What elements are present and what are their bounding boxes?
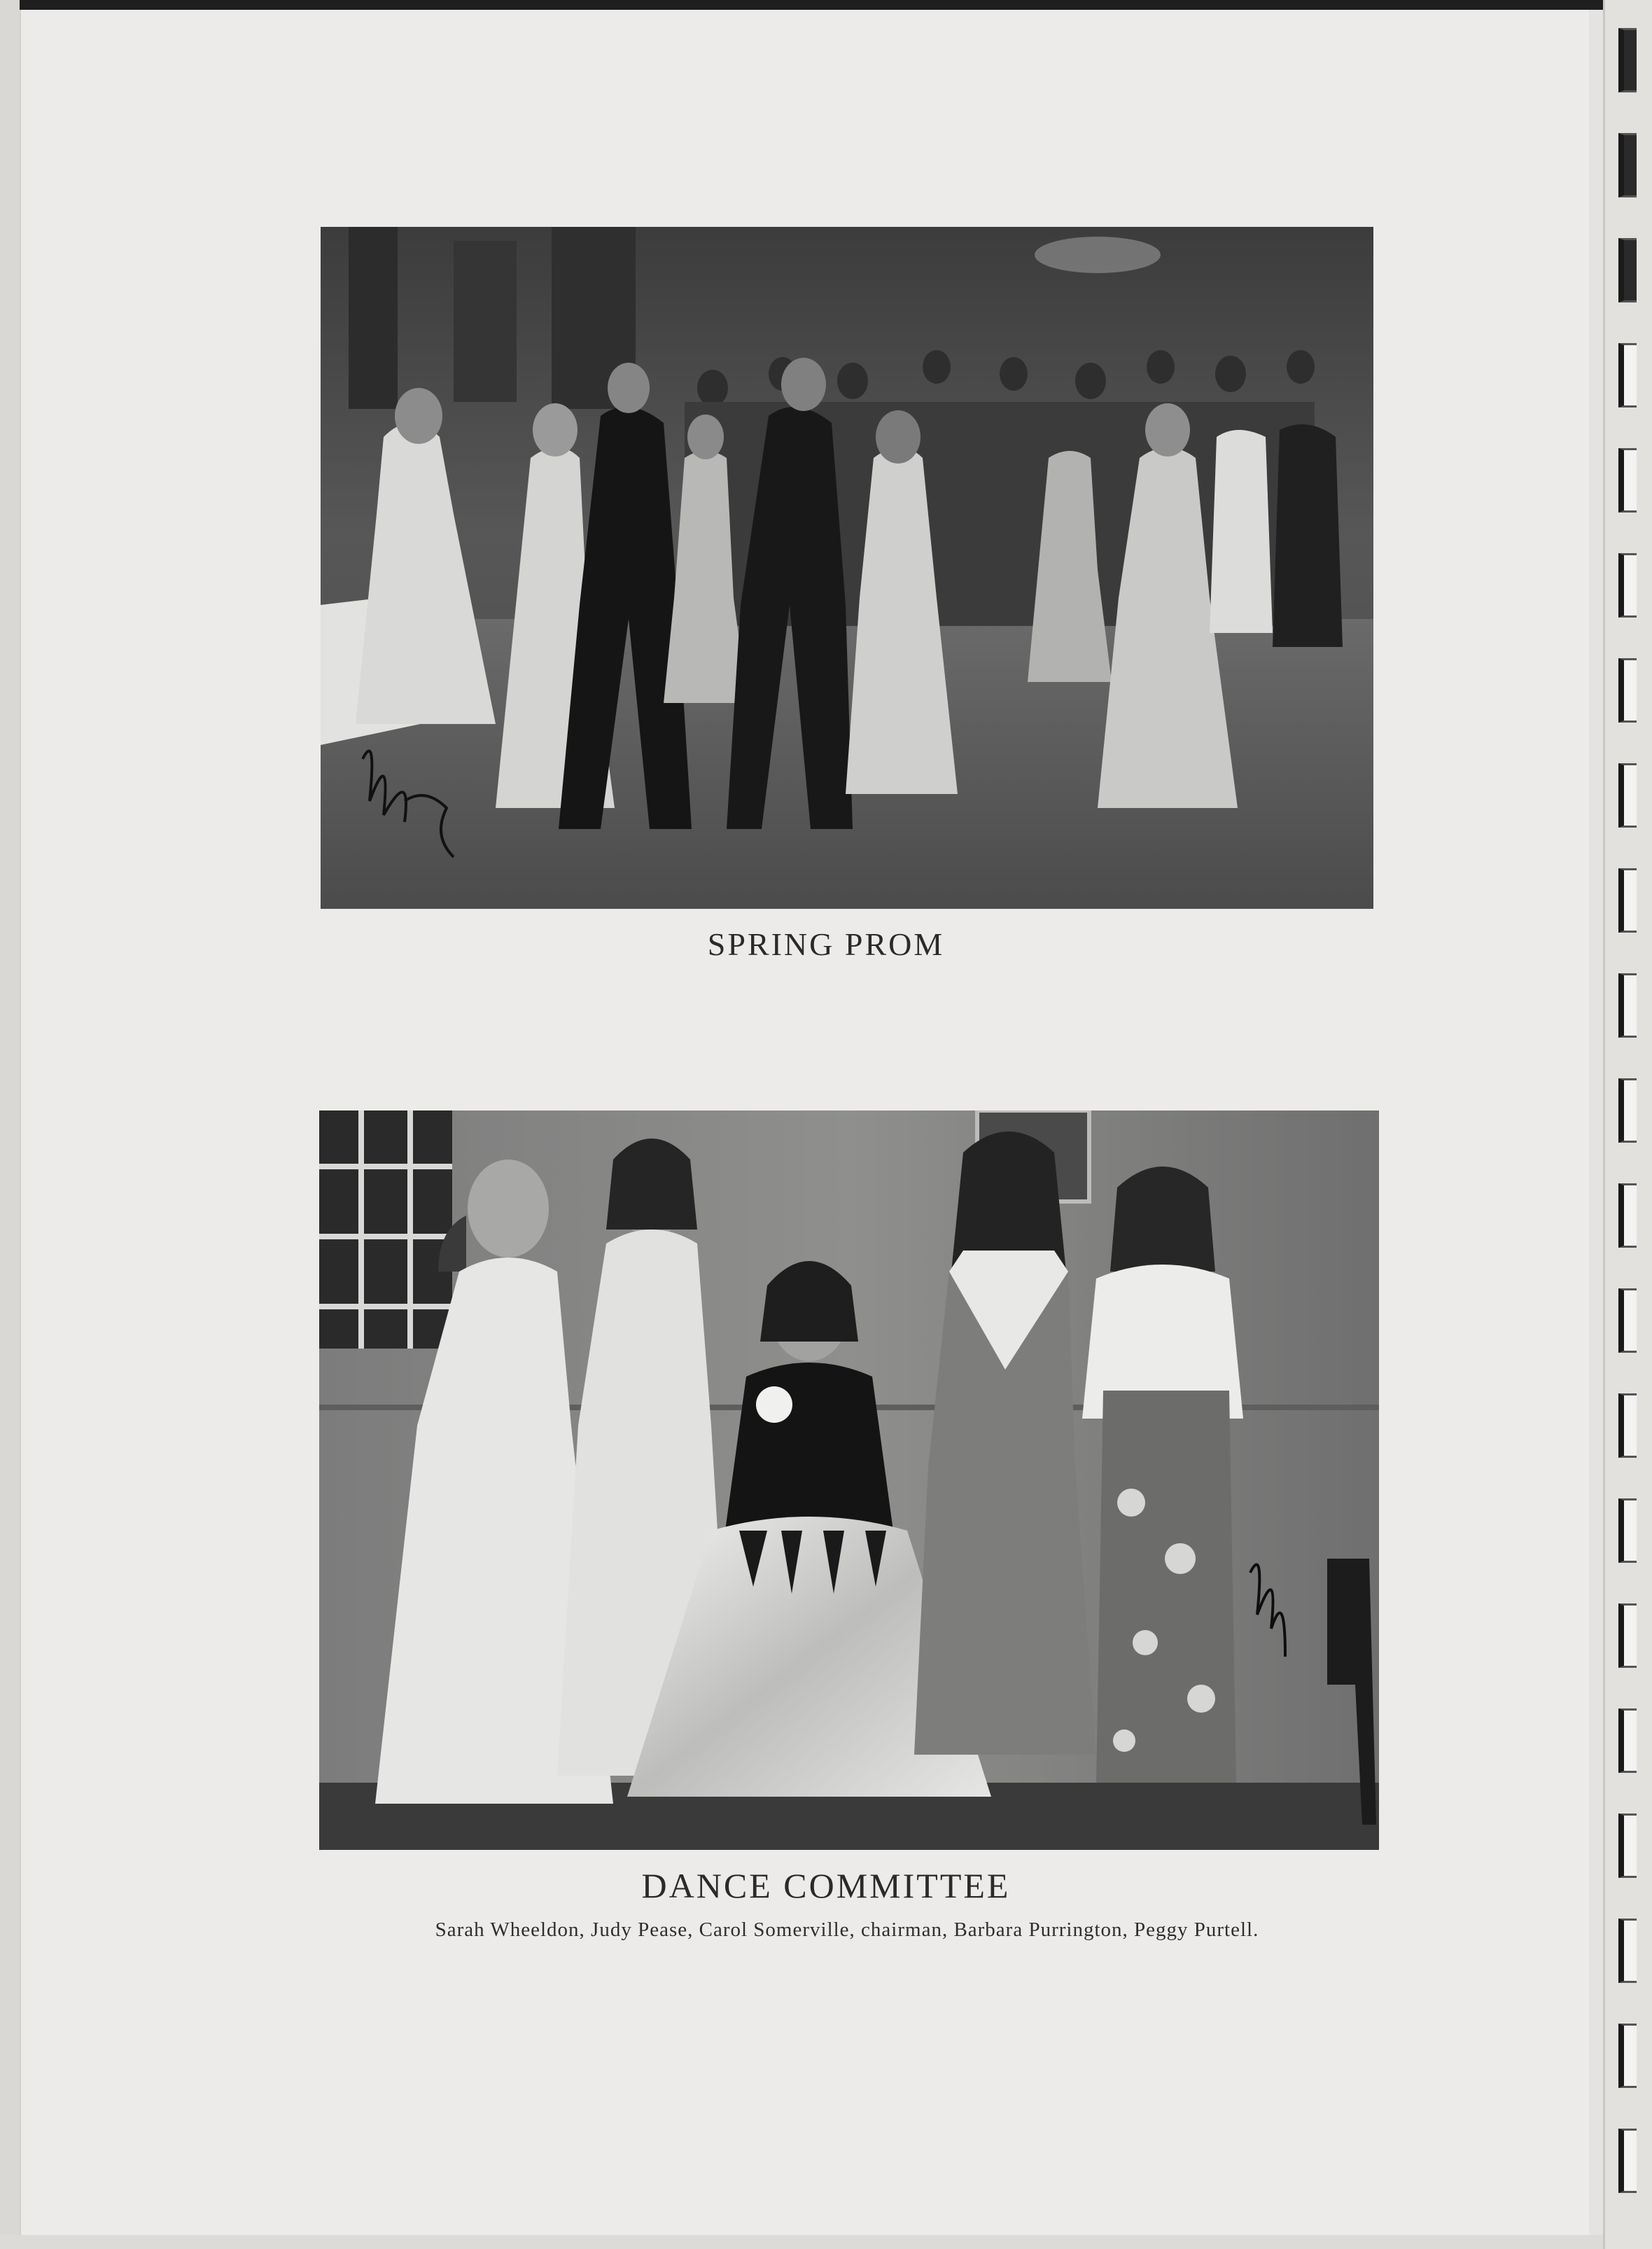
binding-slot <box>1618 1393 1637 1458</box>
binding-slot <box>1618 343 1637 408</box>
spring-prom-caption: SPRING PROM <box>707 926 945 962</box>
binding-slot <box>1618 868 1637 933</box>
scan-bottom-edge <box>0 2235 1652 2249</box>
binding-slot <box>1618 1183 1637 1248</box>
binding-slot <box>1618 1708 1637 1773</box>
binding-slot <box>1618 1603 1637 1668</box>
spring-prom-photo <box>321 227 1373 909</box>
scan-top-edge <box>0 0 1652 10</box>
binding-slot <box>1618 1498 1637 1563</box>
binding-slot <box>1618 133 1637 197</box>
spring-prom-image <box>321 227 1373 909</box>
binding-slot <box>1618 763 1637 828</box>
dance-committee-photo <box>319 1110 1379 1850</box>
binding-slot <box>1618 1078 1637 1143</box>
binding-slot <box>1618 448 1637 513</box>
binding-slot <box>1618 553 1637 618</box>
binding-slot <box>1618 1919 1637 1983</box>
dance-committee-image <box>319 1110 1379 1850</box>
dance-committee-caption: DANCE COMMITTEE <box>641 1866 1011 1905</box>
scan-left-edge <box>0 0 20 2249</box>
binding-slot <box>1618 238 1637 302</box>
binding-slot <box>1618 973 1637 1038</box>
binding-slot <box>1618 28 1637 92</box>
binding-slot <box>1618 1288 1637 1353</box>
dance-committee-names: Sarah Wheeldon, Judy Pease, Carol Somerville, chairman, Barbara Purrington, Peggy Purtell. <box>435 1919 1259 1941</box>
binding-slot <box>1618 2024 1637 2088</box>
binding-slot <box>1618 1813 1637 1878</box>
binding-slot <box>1618 2129 1637 2193</box>
binding-slot <box>1618 658 1637 723</box>
